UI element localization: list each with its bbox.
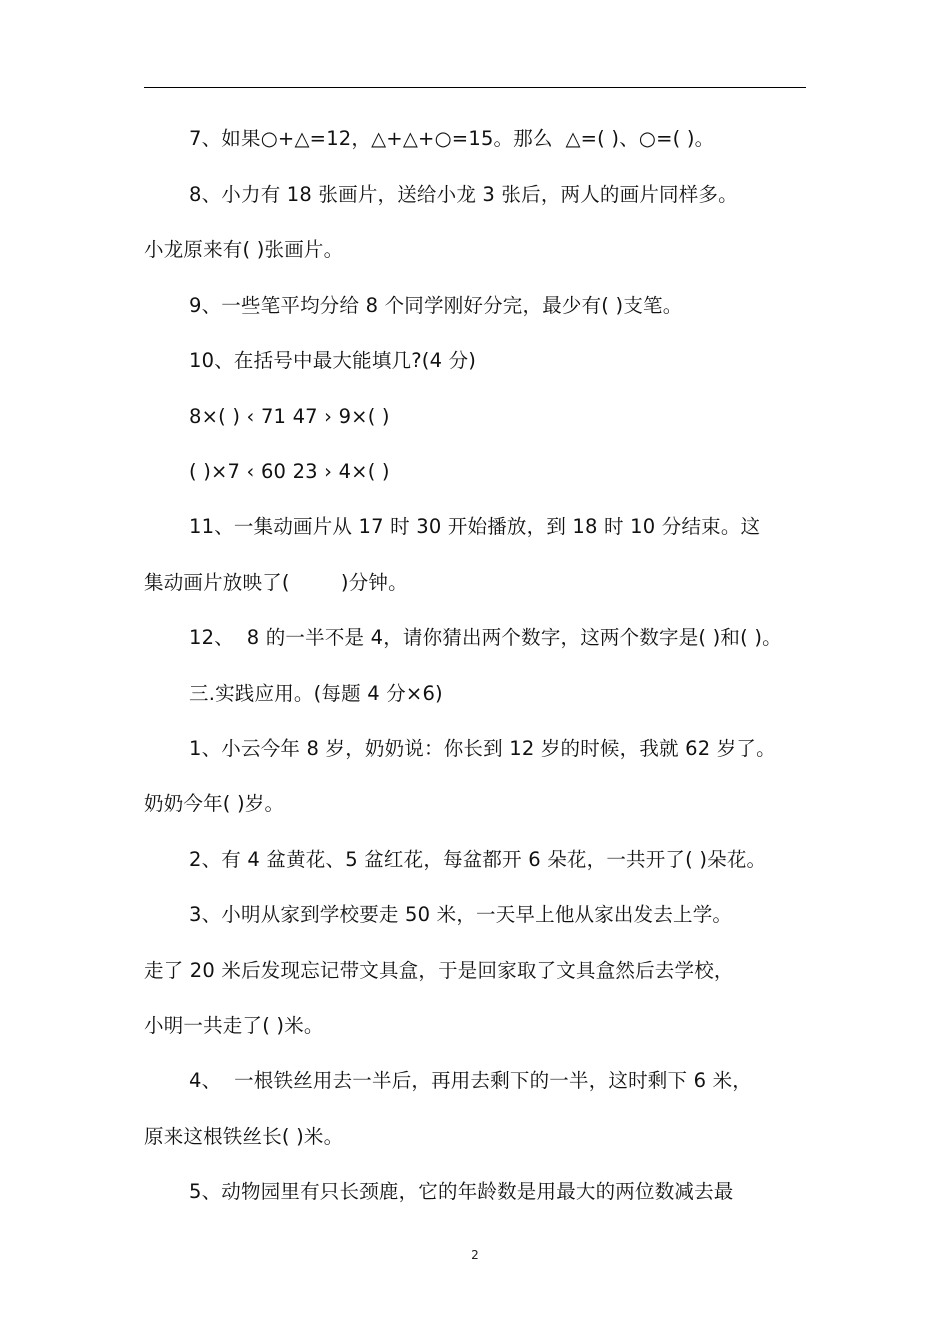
question-10-row-2: ( )×7 ‹ 60 23 › 4×( ) [189,460,390,483]
practice-question-5: 5、动物园里有只长颈鹿，它的年龄数是用最大的两位数减去最 [189,1180,734,1203]
question-11-continued: 集动画片放映了( )分钟。 [144,571,408,594]
question-11: 11、一集动画片从 17 时 30 开始播放，到 18 时 10 分结束。这 [189,515,761,538]
practice-question-3: 3、小明从家到学校要走 50 米，一天早上他从家出发去上学。 [189,903,733,926]
question-10-row-1: 8×( ) ‹ 71 47 › 9×( ) [189,405,390,428]
practice-question-3-continued: 走了 20 米后发现忘记带文具盒，于是回家取了文具盒然后去学校， [144,959,734,982]
question-12: 12、 8 的一半不是 4，请你猜出两个数字，这两个数字是( )和( )。 [189,626,782,649]
practice-question-4: 4、 一根铁丝用去一半后，再用去剩下的一半，这时剩下 6 米， [189,1069,753,1092]
question-8-continued: 小龙原来有( )张画片。 [144,238,344,261]
question-8: 8、小力有 18 张画片，送给小龙 3 张后，两人的画片同样多。 [189,183,738,206]
section-heading: 三.实践应用。(每题 4 分×6) [189,682,443,705]
practice-question-2: 2、有 4 盆黄花、5 盆红花，每盆都开 6 朵花，一共开了( )朵花。 [189,848,767,871]
question-7: 7、如果○+△=12，△+△+○=15。那么 △=( )、○=( )。 [189,127,715,150]
practice-question-1-continued: 奶奶今年( )岁。 [144,792,285,815]
practice-question-3-end: 小明一共走了( )米。 [144,1014,324,1037]
question-10: 10、在括号中最大能填几?(4 分) [189,349,477,372]
page-number: 2 [471,1248,479,1262]
header-rule [144,87,806,88]
practice-question-4-continued: 原来这根铁丝长( )米。 [144,1125,344,1148]
practice-question-1: 1、小云今年 8 岁，奶奶说：你长到 12 岁的时候，我就 62 岁了。 [189,737,776,760]
question-9: 9、一些笔平均分给 8 个同学刚好分完，最少有( )支笔。 [189,294,683,317]
